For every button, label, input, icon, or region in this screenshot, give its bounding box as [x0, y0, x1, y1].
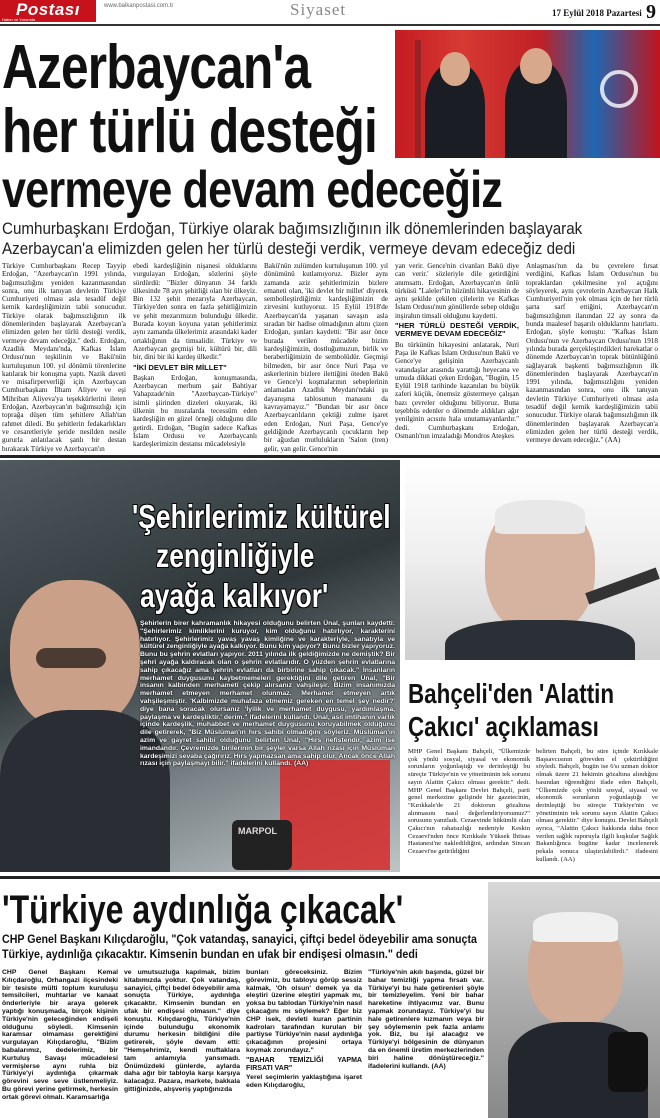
microphone-label: MARPOL — [238, 826, 277, 836]
story3-photo — [405, 460, 660, 660]
story1-column2 — [133, 262, 257, 449]
story1-column4-text-a: yan verir. Gence'nin civanları Bakü diye can verir.' sözleriyle dile getirdiğini anımsattı. Erdoğan, Azerbaycan'ın ünlü türküsü "Laleler"in hüzünlü hikayesinin de aynı şekilde çekilen çilelerin ve Kafkas İslam Ordusu'nun gönüllerde sebep olduğu inşirahın timsali olduğunu kaydetti. — [395, 262, 519, 320]
story1-column5: Anlaşması'nın da bu çevrelere fırsat verdiğini, Kafkas İslam Ordusu'nun bu topraklardan çekilmesine yol açtığını söyleyerek, aynı çevrelerin Azerbaycan Halk Cumhuriyeti'nin yok olması için de her türlü şarta sarf ettiğini, Azerbaycan'ın bağımsızlığının ilanından 22 ay sonra da bunda maalesef başarılı olduklarını hatırlattı. Erdoğan, şöyle konuştu: "Kafkas İslam Ordusu'nun ve Azerbaycan Ordusu'nun 1918 yılında burada gerçekleştirdikleri harekatlar o dönemde Azerbaycan'ın toprak bütünlüğünü sağlayarak başkenti bağımsızlığının ilk dönemlerinden başlayarak Azerbaycan'ın 1991 yılında, bağımsızlığını yeniden kazanmasından sonra, onu ilk tanıyan devletin Türkiye Cumhuriyeti olması asla tesadüf değil kemik kardeşliğimizin tabii sonucudur. Türkiye olarak bağımsızlığının ilk dönemlerinden başlayarak Azerbaycan'a elimizden gelen her türlü desteği verdik, vermeye devam edeceğiz." (AA) — [526, 262, 658, 445]
issue-date: 17 Eylül 2018 Pazartesi — [552, 8, 642, 18]
story1-column2-text-a: ebedi kardeşliğinin nişanesi olduklarını vurgulayan Erdoğan, sözlerini şöyle sürdürdü: "Bizler dünyanın 34 farklı ülkesinde 78 ayrı şehitliği olan bir ülkeyiz. Bin 132 şehit mezarıyla Azerbaycan, Türkiye'den sonra en fazla şehitliğimizin ve şehit mezarımızın bulunduğu ülkedir. Burada koyun koyuna yatan şehitlerimiz aynı zamanda ülkelerimiz arasındaki kader ortaklığının da timsalidir. Türkiye ve Azerbaycan geçmişi bir, kültürü bir, dili bir, dini bir iki kardeş ülkedir." — [133, 262, 257, 362]
story4-subtitle-line2: Türkiye, aydınlığa çıkacaktır. Kimsenin bundan en ufak bir endişesi olmasın." dedi — [2, 947, 418, 961]
story1-headline-line3: vermeye devam edeceğiz — [2, 161, 502, 219]
story3-column2: belirten Bahçeli, bu süre içinde Kırıkkale Başsavcısının görevden el çektirildiğini söyledi. Bahçeli, bugün ise 6'sı uzman doktor olmak üzere 21 hekimin gözaltına alındığını basından öğrendiğini ifade eden Bahçeli, "Ülkemizde çok yönlü sosyal, siyasal ve ekonomik sorunların yoğunlaştığı ve derinleştiği bu süreçte Türkiye'nin ve yönetiminin tek sorunu sayın Alattin Çakıcı olması gerektir." diye konuştu. Devlet Bahçeli ayrıca, "Alattin Çakıcı hakkında daha önce verilen sağlık raporuyla ilgili kuşkular Sağlık Bakanlığınca bugüne kadar incelenerek pekala sonuca ulaştırılabilirdi." ifadesini kullandı. (AA) — [536, 748, 658, 863]
story2-headline-line2: zenginliğiyle — [156, 537, 315, 574]
story1-column2-subhead: "İKİ DEVLET BİR MİLLET" — [133, 362, 227, 372]
story4-column3-text-a: bunları göreceksiniz. Bizim görevimiz, bu tabloyu görüp sessiz kalmak, 'Oh olsun' demek ya da eleştiri üzerine eleştiri yapmak mı, yoksa bu tablodan Türkiye'nin nasıl çıkacağını mı söylemek? Eğer biz CHP isek, devleti kuran partinin kadroları tarafından kurulan bir partiyse Türkiye'nin nasıl aydınlığa çıkacağının projesini ortaya koymak zorundayız." — [246, 969, 362, 1054]
newspaper-logo: Postası — [0, 0, 96, 22]
story4-photo — [488, 882, 660, 1118]
story1-column3: Bakü'nün zulümden kurtuluşunun 100. yıl dönümünü kutlamıyoruz. Bizler aynı zamanda aziz şehitlerimizin bizlere emaneti olan, 'iki devlet bir millet' diyerek sembolleştirdiğimiz kardeşliğimizin de zirvesini kutluyoruz. 15 Eylül 1918'de Azerbaycan'da yaşanan savaşın asla sıradan bir hadise olmadığının altını çizen Erdoğan, şunları kaydetti: "Bir asır önce burada verilen mücadele bizim kardeşliğimizin, dostluğumuzun, birlik ve beraberliğimizin de sembolüdür. Geçmişi bilmeden, bir asır önce Nuri Paşa ve askerlerinin bizlere ilettiğini öteden Bakü ve Gence'yi koşmalarının sebeplerinin anlamadan Azadlık Meydanı'ndaki şu dayanışma tablosunun manasını da kavrayamayız." "Bundan bir asır önce Azerbaycanlıların çektiği zulme işaret eden Erdoğan, Nuri Paşa, Gence'ye geldiğinde Azerbaycanlı çocukların hep bir ağızdan mutlulukların 'Salon (tren) gelir, yan gelir. Gence'nin — [264, 262, 388, 453]
story1-column4-text-b: Bu türkünün hikayesini anlatarak, Nuri Paşa ile Kafkas İslam Ordusu'nun Bakü ve Gence'ye gelişinin Azerbaycanlı vatandaşlar arasında yarattığı heyecana ve umuda dikkati çeken Erdoğan, "Bugün, 15 Eylül 1918 tarihinde kazanılan bu büyük zaferi küçük, önemsiz göstermeye çalışan bazı çevreler olduğunu biliyoruz. Buna teşebbüs edenler o dönemde aldıkları ağır yenilginin acısını hala unutamayanlardır." dedi. Cumhurbaşkanı Erdoğan, Osmanlı'nın imzaladığı Mondros Ateşkes — [395, 340, 519, 440]
story4-headline: 'Türkiye aydınlığa çıkacak' — [2, 888, 404, 932]
story1-headline-line1: Azerbaycan'a — [2, 33, 311, 102]
story1-column2-text-b: Başkan Erdoğan, konuşmasında, Azerbaycan merhum şair Bahtiyar Vahapzade'nin "Azerbaycan-Türkiye" isimli şiirinden dizeleri okuyarak, iki ülkenin bu mısralarda tecessüm eden kardeşliğin en güzel örneği olduğunu dile getirdi. Erdoğan, "Bugün sadece Kafkas İslam Ordusu ve Azerbaycanlı kardeşlerimizin destansı mücadelesiyle — [133, 373, 257, 449]
story3-headline-line2: Çakıcı' açıklaması — [408, 711, 599, 742]
story1-photo — [395, 30, 660, 158]
story4-column3 — [246, 969, 362, 1090]
story2-headline-line1: 'Şehirlerimiz kültürel — [132, 498, 391, 535]
story1-subtitle-line1: Cumhurbaşkanı Erdoğan, Türkiye olarak bağımsızlığının ilk dönemlerinden başlayarak — [2, 220, 583, 238]
logo-subtitle: Haber ve Yorumda — [2, 17, 36, 22]
section-title: Siyaset — [290, 0, 347, 19]
story4-subtitle — [2, 933, 477, 962]
story2-headline-line3: ayağa kalkıyor' — [140, 577, 329, 614]
story4-column2: ve umutsuzluğa kapılmak, bizim kitabımızda yoktur. Çok vatandaş, sanayici, çiftçi bedel ödeyebilir ama sonuçta Türkiye, aydınlığa çıkacaktır. Kimsenin bundan en ufak bir endişesi olmasın." diye konuştu. Kılıçdaroğlu, Türkiye'nin içinde bulunduğu ekonomik durumu herkesin bildiğini dile getirerek, şöyle devam etti: "Hemşehrimiz, kendi muftaklara tam anlamıyla yansımadı. Önümüzdeki günlerde, aylarda daha ağır bir tabloyla karşı karşıya kalacağız. Pazara, markete, bakkala gittiğinizde, alışveriş yaptığınızda — [124, 969, 240, 1093]
story4-column3-subhead: "BAHAR TEMİZLİĞİ YAPMA FIRSATI VAR" — [246, 1056, 362, 1072]
story1-column4-subhead: "HER TÜRLÜ DESTEĞİ VERDİK, VERMEYE DEVAM EDECEĞİZ" — [395, 321, 519, 339]
section-divider-2 — [0, 876, 660, 879]
story1-column1: Türkiye Cumhurbaşkanı Recep Tayyip Erdoğan, "Azerbaycan'ın 1991 yılında, bağımsızlığını yeniden kazanmasından sonra, onu ilk tanıyan devletin Türkiye Cumhuriyeti olması asla tesadüf değil kemik kardeşliğimizin tabii sonucudur. Türkiye olarak bağımsızlığının ilk dönemlerinden başlayarak Azerbaycan'a elimizden gelen her türlü desteği verdik, vermeye devam edeceğiz." dedi. Erdoğan, Azadlık Meydanı'nda, Kafkas İslam Ordusu'nun teşkilinin ve Bakü'nün kurtuluşunun 100. yıl dönümü törenlerine katılarak bir konuşma yaptı. Nazik daveti ve misafirperverliği için Azerbaycan Cumhurbaşkanı İlham Aliyev ve eşi Mihriban Aliyeva'ya teşekkürlerini ileten Erdoğan, Azerbaycan'ın bağımsızlığı için toprağa düşen tüm şehitlere Allah'tan rahmet diledi. Bu şehitlerin fedakarlıkları ve cesaretleriyle şeride nesilden nesile gururla anlatılacak şanlı bir destan bırakarak Türkiye ve Azerbaycan'ın — [2, 262, 126, 453]
story1-subtitle-line2: Azerbaycan'a elimizden gelen her türlü desteği verdik, vermeye devam edeceğiz dedi — [2, 240, 576, 258]
story3-column1: MHP Genel Başkanı Bahçeli, "Ülkemizde çok yönlü sosyal, siyasal ve ekonomik sorunların yoğunlaştığı ve derinleştiği bu süreçte Türkiye'nin ve yönetiminin tek sorunu sayın Alattin Çakıcı olması gerektir." dedi. MHP Genel Başkanı Devlet Bahçeli, parti genel merkezine gelişinde bir gazetecinin, "Kırıkkale'de 21 doktorun gözaltına alınmasını nasıl değerlendiriyorsunuz?" sorusunu yanıtladı. Cezaevinde hükümlü olan Çakıcı'nın rahatsızlığı nedeniyle Keskin Cezaevi'nden önce Kırıkkale Yüksek İhtisas Hastanesi'ne nakledildiğini, ardından Sincan Cezaevi'ne getirildiğini — [408, 748, 530, 856]
story2-body: Şehirlerin birer kahramanlık hikayesi olduğunu belirten Ünal, şunları kaydetti: "Şehirlerimiz kimliklerini kuruyor, kim olduğunu hatırlıyor, karakterini hatırlıyor. Şehirlerimiz yavaş yavaş kimliğine ve karakteriyle, sanatıyla ve kültürel zenginliğiyle ayağa kalkıyor. Bunu kim yapıyor? Bunu bizler yapıyoruz. Bunu bu şehrin evlatları yapıyor. 2011 yılında ilk geldiğimizde ne demiştik? Bir şehri ayağa kaldıracak olan o şehrin evlatlarıdır. O yüzden şehrin evlatlarına sahip çıkacağız ama şehrin evlatları da birbirine sahip çıkacak." İnsanların merhamet duygusunu kaybetmemeleri gerektiğini dile getiren Ünal, "Bir insanın kalbinden merhameti çekip alırsanız vahşileşir. Bizim insanımızda merhamet etmeyen merhamet olunmaz. Merhamet etmeyen artık vahşileşmiştir. 'Kalbimizde muhafaza etmemiz gereken en temel şey nedir?' diye bana soracak olursanız 'İyilik ve merhamet duygusu, yardımlaşma, paylaşma ve kardeşliktir.' derim." ifadelerini kullandı. Ünal, asıl imtihanın varlık içinde kardeşlik, muhabbet ve merhamet duygusunu koruyabilmek olduğunu dile getirerek, "Biz Müslüman'ın hırs sahibi olmadığını söyleriz. Müslüman'ın azim ve gayret sahibi olduğunu belirten Ünal, "Hırs nefistendir, azim ise imandandır. Çevremizde birilerinin bir şeyler varsa Allah rızası için Müslüman kardeşimizi sevaba çağırırız. Hırs yapmazsan ama sahip olur. Ancak önce Allah rızası için paylaşmayı bilir." ifadelerini kullandı. (AA) — [140, 620, 395, 768]
website-tagline: www.balkanpostasi.com.tr — [104, 3, 174, 9]
story4-column4: "Türkiye'nin akılı başında, güzel bir bahar temizliği yapma fırsatı var. Türkiye'yi bu hale getirenleri şöyle bir temizleyelim. Yeni bir bahar hareketine ihtiyacımız var. Bunu yapmak zorundayız. Türkiye'yi bu hale getirenlere kızmanın veya bir şey söylemenin pek fazla anlamı yok. Biz, bu işi alacağız ve Türkiye'yi bölgesinin de dünyanın da en önemli üretim merkezlerinden biri haline dönüştüreceğiz." ifadelerini kullandı. (AA) — [368, 969, 484, 1070]
page-number: 9 — [646, 1, 656, 23]
story4-column1: CHP Genel Başkanı Kemal Kılıçdaroğlu, Orhangazi ilçesindeki bir tesiste mülti toplum kuruluşu temsilcileri, muhtarlar ve kanaat önderleriyle bir araya gelerek yaptığı konuşmada, birçok kişinin Türkiye'nin geleceğinden endişeli olduğunu söyledi. Kimsenin karamsar olmaması gerektiğini vurgulayan Kılıçdaroğlu, "Bizim babalarımız, dedelerimiz, bir Kurtuluş Savaşı mücadelesi vermişlerse aynı ruhla biz Türkiye'yi aydınlığa çıkarmak görevini seve seve üstlenmeliyiz. Bu görevi yerine getirmek, herkesin ortak görevi olmalı. Karamsarlığa — [2, 969, 118, 1101]
story4-subtitle-line1: CHP Genel Başkanı Kılıçdaroğlu, "Çok vatandaş, sanayici, çiftçi bedel ödeyebilir ama sonuçta — [2, 933, 477, 946]
story4-column3-text-b: Yerel seçimlerin yaklaştığına işaret eden Kılıçdaroğlu, — [246, 1074, 362, 1090]
story1-headline-line2: her türlü desteği — [2, 97, 377, 166]
story3-headline-line1: Bahçeli'den 'Alattin — [408, 678, 615, 709]
section-divider — [0, 455, 660, 458]
story1-column4 — [395, 262, 519, 440]
